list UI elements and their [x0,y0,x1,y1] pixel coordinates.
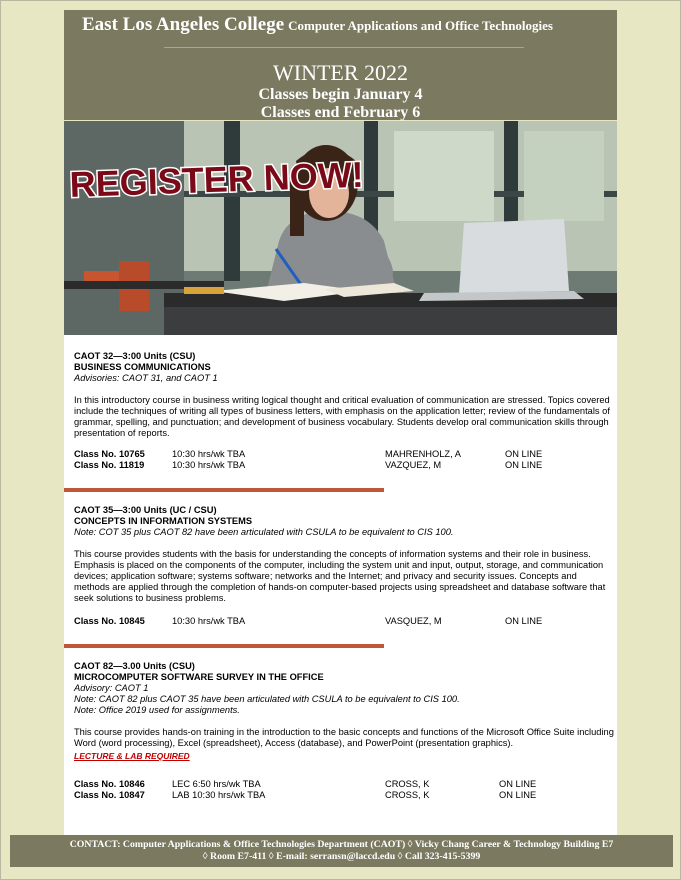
section-row [74,616,614,627]
term-title: WINTER 2022 [272,60,409,85]
header-divider [164,47,524,48]
class-mode: ON LINE [499,790,537,800]
section-row [74,779,614,790]
class-hours: LEC 6:50 hrs/wk TBA [172,779,261,789]
contact-footer [10,835,673,867]
contact-line-2: ◊ Room E7-411 ◊ E-mail: serransn@laccd.edu ◊ Call 323-415-5399 [202,851,481,862]
classes-end-date: Classes end February 6 [260,104,421,121]
course-note: Note: COT 35 plus CAOT 82 have been articulated with CSULA to be equivalent to CIS 100. [74,527,454,537]
course-description: This course provides hands-on training in the introduction to the basic concepts and functions of the Microsoft Office Suite including Word (word processing), Excel (spreadsheet), Access (database), and PowerPoint (presentation graphics). [74,727,614,748]
class-mode: ON LINE [505,449,543,459]
course-note: Advisory: CAOT 1 [74,683,149,693]
contact-line-1: CONTACT: Computer Applications & Office Technologies Department (CAOT) ◊ Vicky Chang Career & Technology Building E7 [69,839,614,850]
class-number: Class No. 10845 [74,616,145,626]
course-caot-82 [74,661,614,762]
class-hours: LAB 10:30 hrs/wk TBA [172,790,266,800]
section-row [74,449,614,460]
classes-begin-date: Classes begin January 4 [258,86,423,103]
college-name: East Los Angeles College [82,14,285,35]
class-mode: ON LINE [505,616,543,626]
header-banner [64,10,617,120]
course-caot-32 [74,351,614,439]
course-note: Advisories: CAOT 31, and CAOT 1 [74,373,218,383]
course-sections [74,616,614,627]
class-instructor: VAZQUEZ, M [385,460,442,470]
section-row [74,460,614,471]
course-code: CAOT 32—3:00 Units (CSU) [74,351,196,361]
class-hours: 10:30 hrs/wk TBA [172,616,246,626]
class-instructor: CROSS, K [385,779,430,789]
class-number: Class No. 10847 [74,790,145,800]
header-title-row [82,14,553,36]
course-note: Note: Office 2019 used for assignments. [74,705,240,715]
class-number: Class No. 10765 [74,449,145,459]
class-number: Class No. 10846 [74,779,145,789]
course-sections [74,779,614,801]
course-title: CONCEPTS IN INFORMATION SYSTEMS [74,516,253,526]
class-mode: ON LINE [505,460,543,470]
course-title: BUSINESS COMMUNICATIONS [74,362,211,372]
class-hours: 10:30 hrs/wk TBA [172,460,246,470]
class-instructor: CROSS, K [385,790,430,800]
class-number: Class No. 11819 [74,460,145,470]
class-hours: 10:30 hrs/wk TBA [172,449,246,459]
section-divider [64,644,384,648]
course-description: In this introductory course in business writing logical thought and critical evaluation of communication are stressed. Topics covered include the techniques of writing all types of business letters, with emphasis on the application letter; review of the fundamentals of grammar, spelling, and punctuation; and development of business vocabulary. Students develop oral communication skills through presentation of reports. [74,395,610,438]
register-now-photo [64,121,617,335]
course-note: Note: CAOT 82 plus CAOT 35 have been articulated with CSULA to be equivalent to CIS 100. [74,694,460,704]
course-listing [64,335,617,835]
course-caot-35 [74,505,614,604]
course-sections [74,449,614,471]
course-title: MICROCOMPUTER SOFTWARE SURVEY IN THE OFFICE [74,672,324,682]
section-row [74,790,614,801]
department-name: Computer Applications and Office Technologies [288,18,553,33]
class-instructor: VASQUEZ, M [385,616,442,626]
register-now-headline: REGISTER NOW! [69,153,365,205]
student-studying-illustration [64,121,617,335]
course-code: CAOT 82—3.00 Units (CSU) [74,661,195,671]
course-description: This course provides students with the basis for understanding the concepts of information systems and their role in business. Emphasis is placed on the components of the computer, including the system unit and input, output, storage, and communication devices; application software; systems software; networks and the Internet; and privacy and security issues. Concepts and methods are applied through the completion of hands-on computer-based projects using spreadsheet and database software that seek solutions to business problems. [74,549,606,603]
class-mode: ON LINE [499,779,537,789]
class-instructor: MAHRENHOLZ, A [385,449,461,459]
section-divider [64,488,384,492]
course-code: CAOT 35—3:00 Units (UC / CSU) [74,505,217,515]
lab-required-flag: LECTURE & LAB REQUIRED [74,751,190,761]
